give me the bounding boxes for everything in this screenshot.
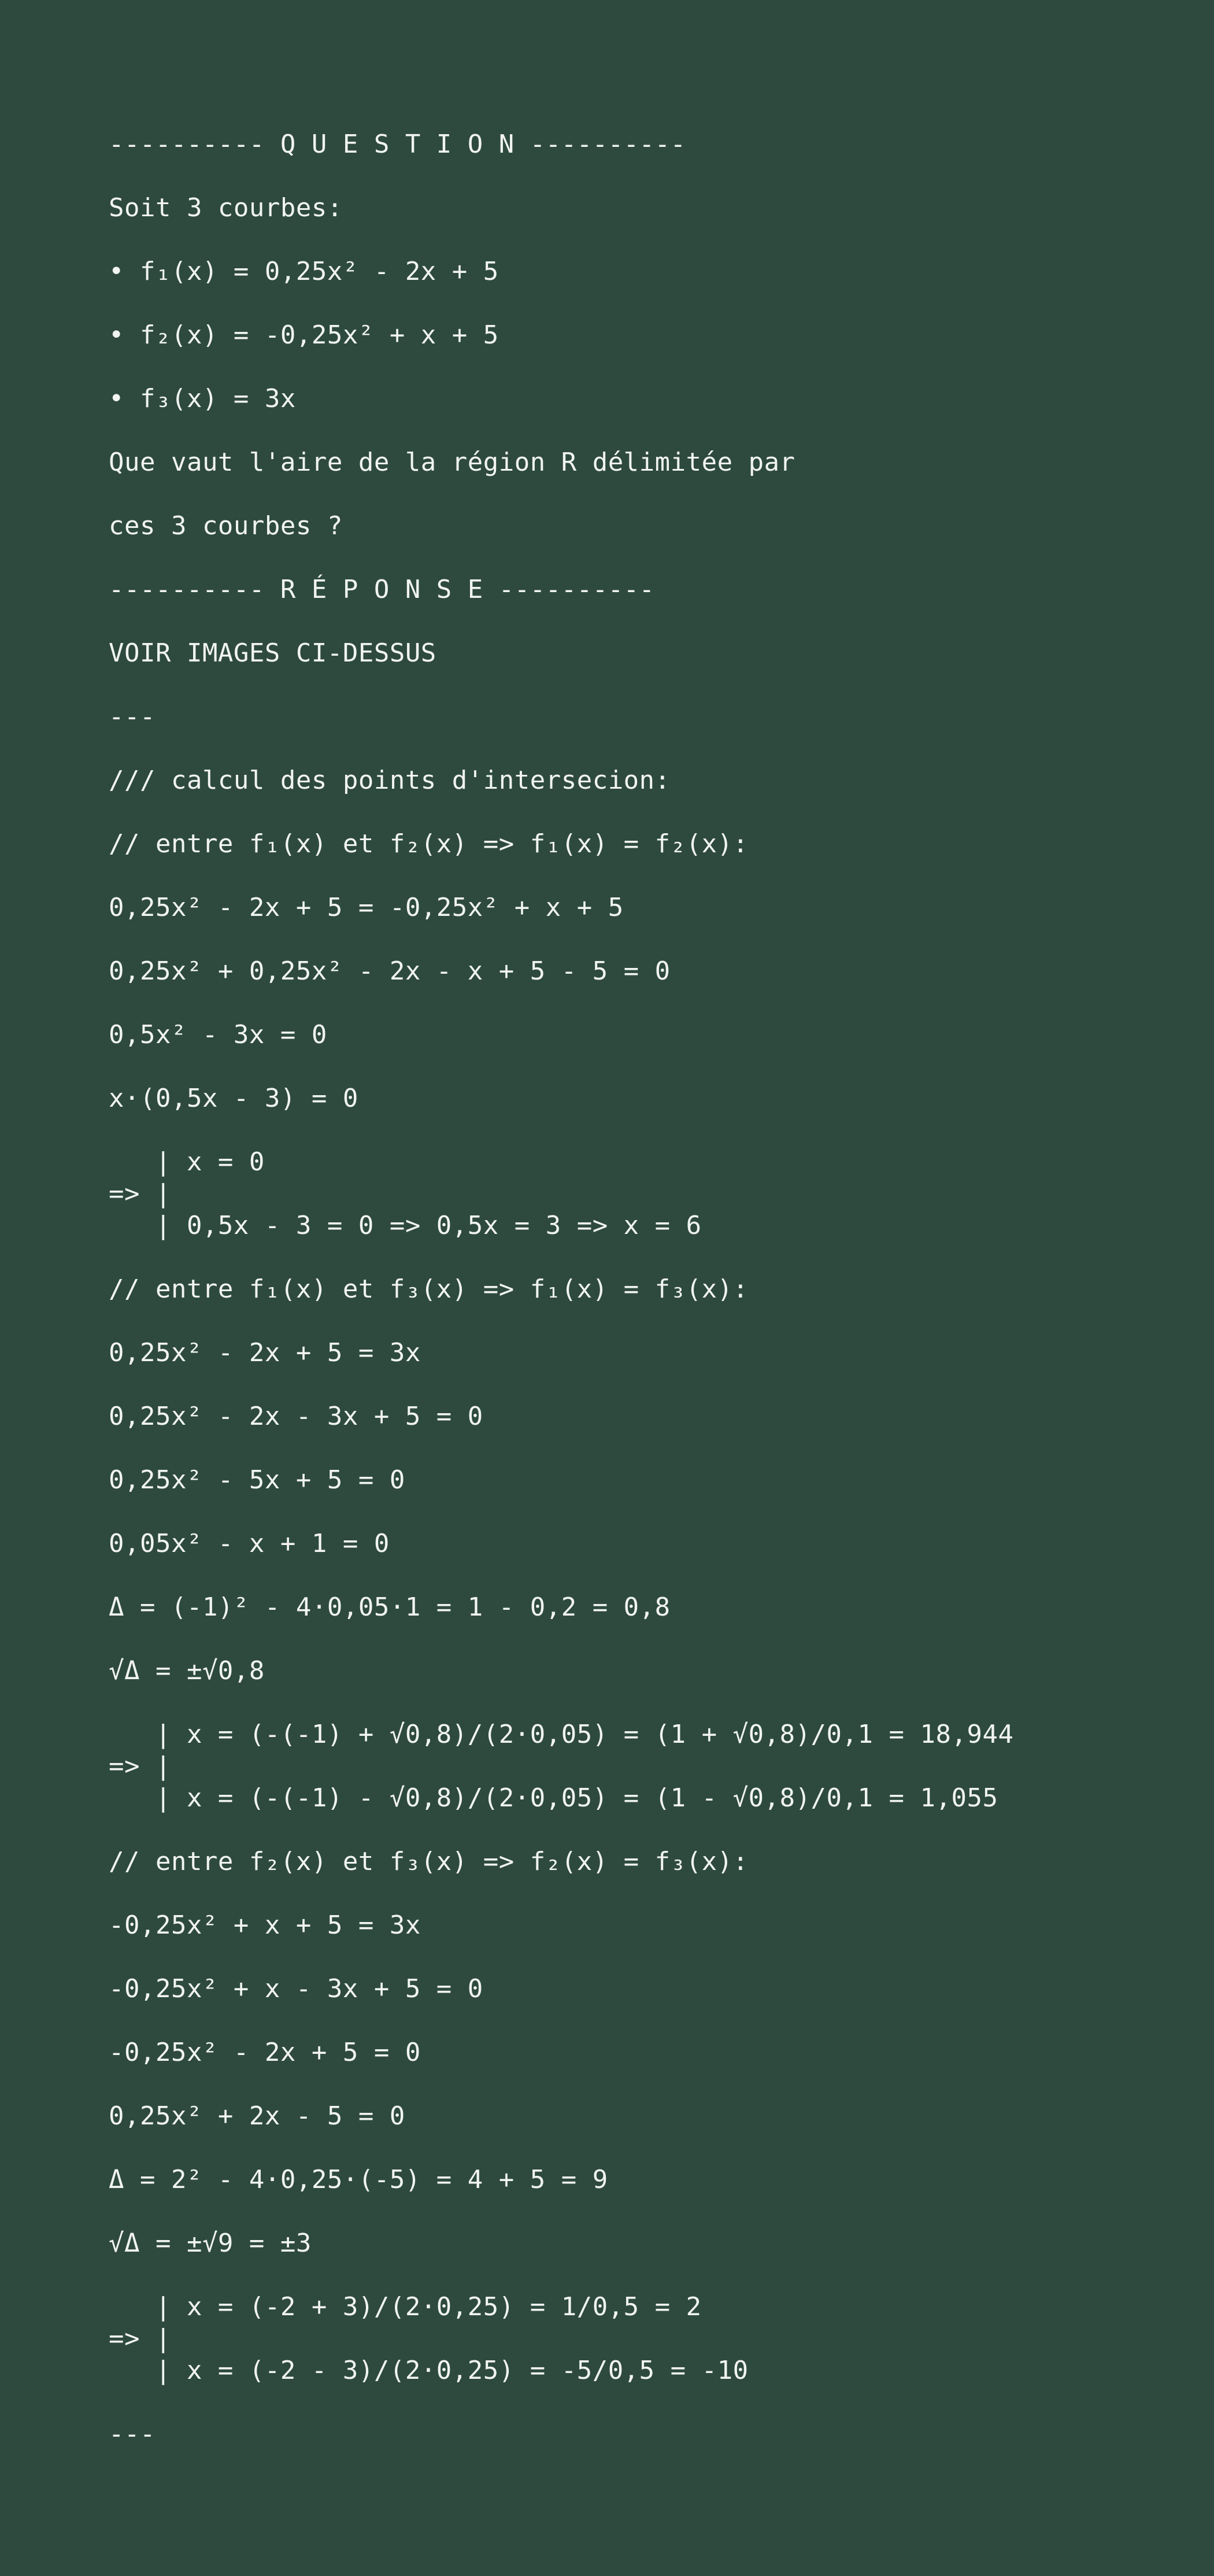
question-text-line-2: ces 3 courbes ?	[109, 511, 343, 541]
question-intro: Soit 3 courbes:	[109, 193, 343, 223]
solution-arrow: => |	[109, 1179, 171, 1208]
discriminant-root: √Δ = ±√0,8	[109, 1656, 265, 1686]
curve-f2: • f₂(x) = -0,25x² + x + 5	[109, 320, 499, 350]
equation-line: x·(0,5x - 3) = 0	[109, 1084, 358, 1113]
section-title: /// calcul des points d'intersecion:	[109, 766, 671, 795]
equation-line: 0,25x² + 0,25x² - 2x - x + 5 - 5 = 0	[109, 956, 671, 986]
solution-line: | x = (-(-1) + √0,8)/(2·0,05) = (1 + √0,8)/0,1 = 18,944	[109, 1720, 1014, 1749]
equation-line: -0,25x² + x + 5 = 3x	[109, 1910, 421, 1940]
question-header: ---------- Q U E S T I O N ----------	[109, 130, 686, 159]
solution-arrow: => |	[109, 1751, 171, 1781]
comment-f1-f2: // entre f₁(x) et f₂(x) => f₁(x) = f₂(x):	[109, 829, 749, 859]
equation-line: 0,25x² - 2x - 3x + 5 = 0	[109, 1402, 483, 1431]
question-text-line-1: Que vaut l'aire de la région R délimitée par	[109, 448, 795, 477]
solution-line: | x = (-2 + 3)/(2·0,25) = 1/0,5 = 2	[109, 2292, 702, 2322]
answer-header: ---------- R É P O N S E ----------	[109, 575, 655, 604]
discriminant-root: √Δ = ±√9 = ±3	[109, 2228, 312, 2258]
solution-line: | x = (-(-1) - √0,8)/(2·0,05) = (1 - √0,8)/0,1 = 1,055	[109, 1783, 998, 1813]
comment-f1-f3: // entre f₁(x) et f₃(x) => f₁(x) = f₃(x):	[109, 1274, 749, 1304]
solution-arrow: => |	[109, 2324, 171, 2353]
discriminant-line: Δ = 2² - 4·0,25·(-5) = 4 + 5 = 9	[109, 2165, 608, 2194]
equation-line: 0,25x² - 2x + 5 = -0,25x² + x + 5	[109, 893, 624, 922]
solution-line: | 0,5x - 3 = 0 => 0,5x = 3 => x = 6	[109, 1211, 702, 1240]
equation-line: 0,05x² - x + 1 = 0	[109, 1529, 390, 1558]
curve-f1: • f₁(x) = 0,25x² - 2x + 5	[109, 257, 499, 286]
equation-line: 0,25x² - 2x + 5 = 3x	[109, 1338, 421, 1368]
separator: ---	[109, 702, 156, 731]
answer-note: VOIR IMAGES CI-DESSUS	[109, 638, 436, 668]
discriminant-line: Δ = (-1)² - 4·0,05·1 = 1 - 0,2 = 0,8	[109, 1592, 671, 1622]
equation-line: -0,25x² - 2x + 5 = 0	[109, 2038, 421, 2067]
equation-line: 0,25x² - 5x + 5 = 0	[109, 1465, 405, 1495]
comment-f2-f3: // entre f₂(x) et f₃(x) => f₂(x) = f₃(x):	[109, 1847, 749, 1876]
equation-line: -0,25x² + x - 3x + 5 = 0	[109, 1974, 483, 2004]
solution-line: | x = 0	[109, 1147, 265, 1177]
curve-f3: • f₃(x) = 3x	[109, 384, 296, 413]
solution-line: | x = (-2 - 3)/(2·0,25) = -5/0,5 = -10	[109, 2356, 749, 2385]
separator: ---	[109, 2419, 156, 2449]
equation-line: 0,25x² + 2x - 5 = 0	[109, 2101, 405, 2131]
equation-line: 0,5x² - 3x = 0	[109, 1020, 327, 1049]
